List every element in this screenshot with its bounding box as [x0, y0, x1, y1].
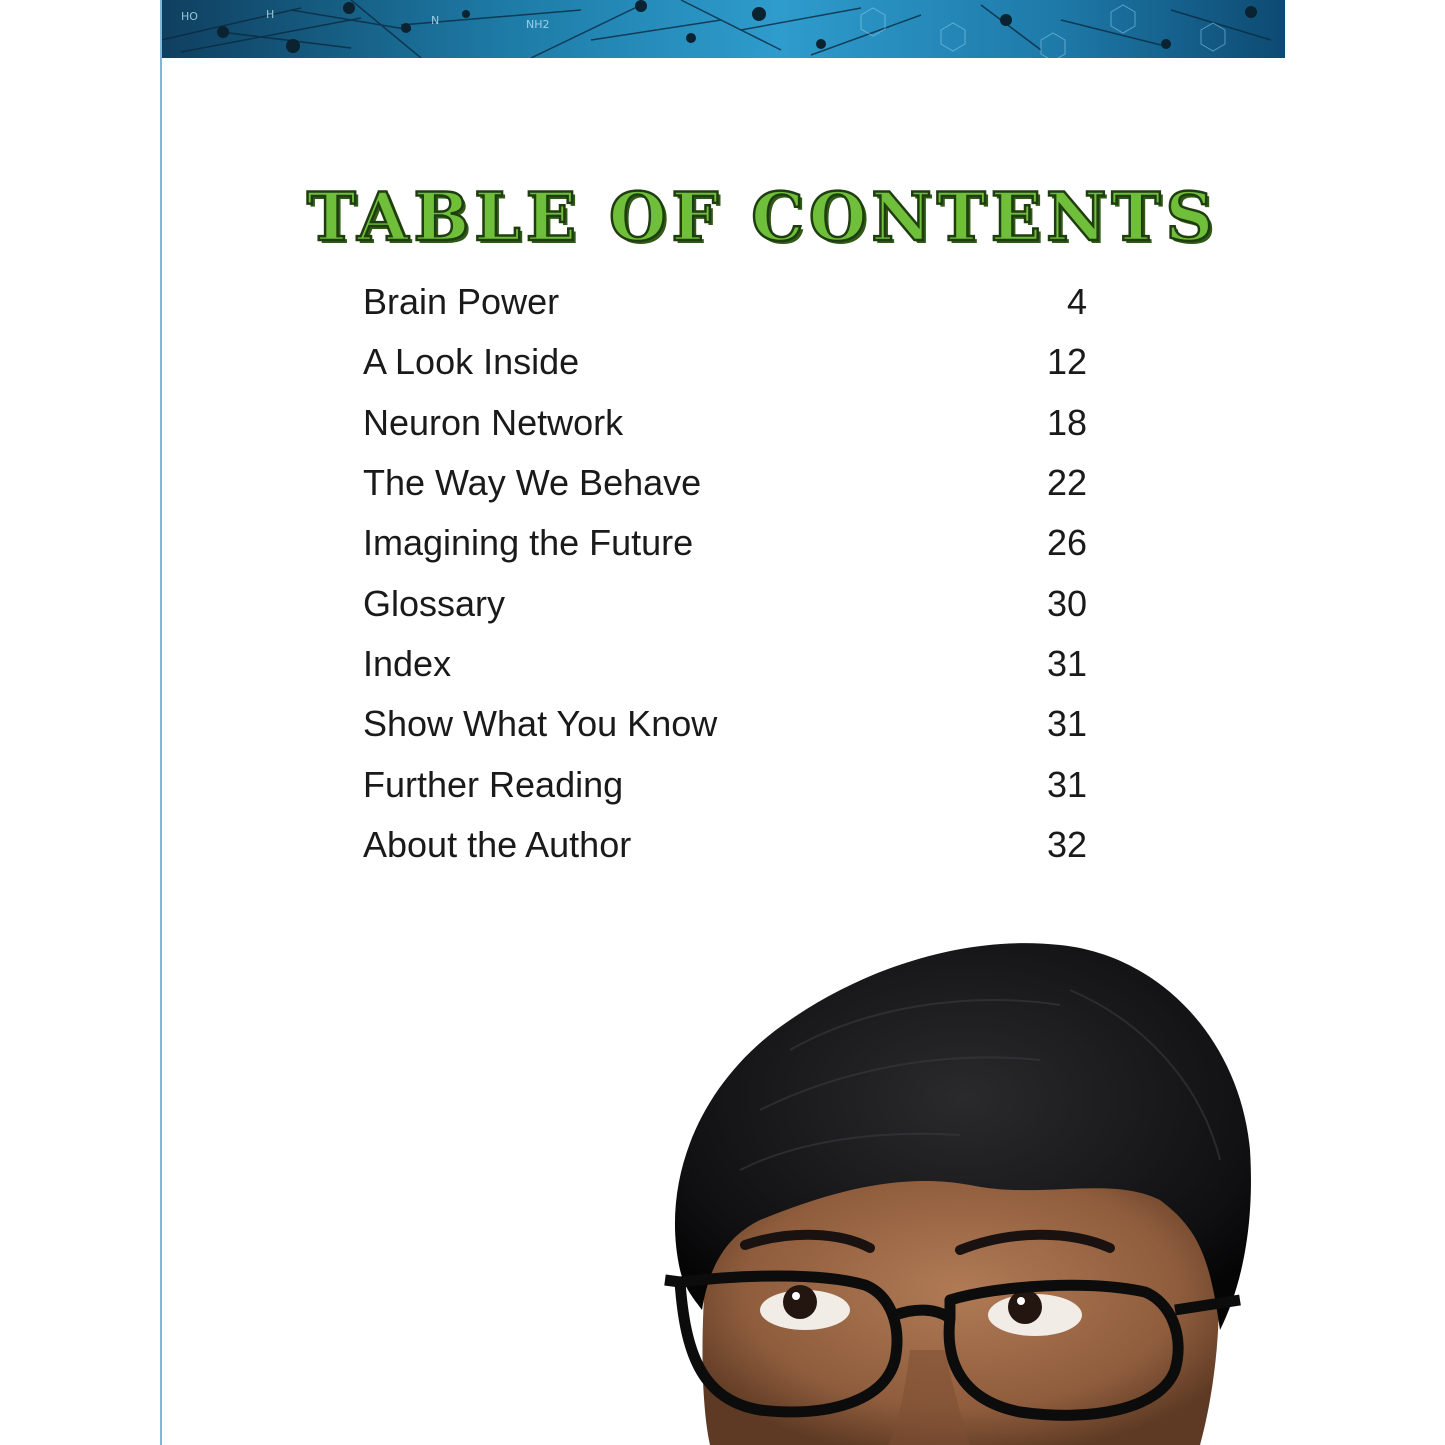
boy-photo	[640, 930, 1270, 1445]
toc-entry-label: Imagining the Future	[363, 522, 694, 564]
toc-entry-label: Brain Power	[363, 281, 560, 323]
molecule-network-graphic	[161, 0, 1285, 58]
toc-entry[interactable]	[363, 272, 1087, 332]
banner-label-n: N	[431, 14, 440, 27]
toc-entry-page: 26	[1046, 522, 1087, 564]
toc-entry[interactable]	[363, 754, 1087, 814]
toc-entry-page: 30	[1046, 582, 1087, 624]
toc-entry-page: 31	[1046, 703, 1087, 745]
toc-entry-page: 31	[1046, 763, 1087, 805]
toc-entry[interactable]	[363, 453, 1087, 513]
toc-entry-page: 31	[1046, 642, 1087, 684]
toc-entry[interactable]	[363, 393, 1087, 453]
toc-entry-page: 22	[1046, 462, 1087, 504]
toc-entry-label: Further Reading	[363, 763, 624, 805]
toc-entry[interactable]	[363, 573, 1087, 633]
toc-entry[interactable]	[363, 332, 1087, 392]
toc-entry-label: Show What You Know	[363, 703, 718, 745]
toc-entry[interactable]	[363, 815, 1087, 875]
toc-entry[interactable]	[363, 513, 1087, 573]
banner-label-ho: HO	[181, 10, 198, 23]
toc-entry-label: Index	[363, 642, 452, 684]
banner-label-h: H	[266, 8, 275, 21]
toc-entry-page: 18	[1046, 401, 1087, 443]
toc-entry[interactable]	[363, 694, 1087, 754]
toc-entry[interactable]	[363, 634, 1087, 694]
toc-entry-page: 32	[1046, 823, 1087, 865]
toc-entry-label: A Look Inside	[363, 341, 580, 383]
toc-entry-label: The Way We Behave	[363, 462, 702, 504]
boy-with-glasses-illustration	[640, 930, 1270, 1445]
banner-label-nh2: NH2	[526, 18, 550, 31]
toc-entry-page: 4	[1066, 281, 1087, 323]
page-title: TABLE OF CONTENTS	[306, 178, 1219, 256]
molecule-banner-image	[161, 0, 1285, 58]
toc-entry-page: 12	[1046, 341, 1087, 383]
toc-entry-label: Neuron Network	[363, 401, 624, 443]
toc-list	[363, 272, 1087, 875]
toc-entry-label: About the Author	[363, 823, 632, 865]
toc-entry-label: Glossary	[363, 582, 506, 624]
